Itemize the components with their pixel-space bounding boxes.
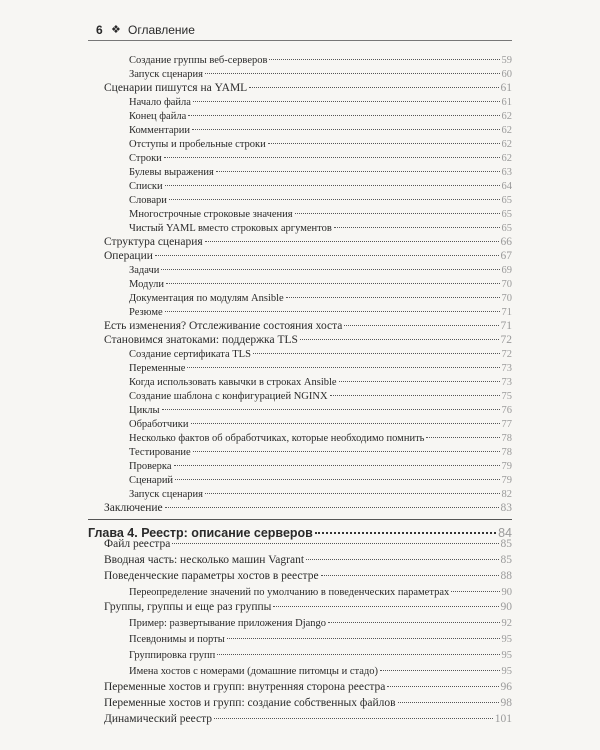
toc-entry[interactable]: Есть изменения? Отслеживание состояния хоста 71 bbox=[104, 320, 512, 332]
toc-entry[interactable]: Списки 64 bbox=[129, 181, 512, 192]
toc-entry[interactable]: Переменные хостов и групп: внутренняя сторона реестра 96 bbox=[104, 681, 512, 693]
toc-entry[interactable]: Группировка групп 95 bbox=[129, 650, 512, 661]
toc-entry[interactable]: Резюме 71 bbox=[129, 307, 512, 318]
ornament-icon: ❖ bbox=[111, 24, 121, 36]
toc-entry[interactable]: Чистый YAML вместо строковых аргументов 65 bbox=[129, 223, 512, 234]
toc-entry[interactable]: Запуск сценария 60 bbox=[129, 69, 512, 80]
toc-entry[interactable]: Становимся знатоками: поддержка TLS 72 bbox=[104, 334, 512, 346]
toc-entry[interactable]: Отступы и пробельные строки 62 bbox=[129, 139, 512, 150]
toc-entry[interactable]: Словари 65 bbox=[129, 195, 512, 206]
toc-entry[interactable]: Сценарий 79 bbox=[129, 475, 512, 486]
toc-entry[interactable]: Когда использовать кавычки в строках Ansible 73 bbox=[129, 377, 512, 388]
toc-entry[interactable]: Операции 67 bbox=[104, 250, 512, 262]
toc-entry[interactable]: Переопределение значений по умолчанию в поведенческих параметрах 90 bbox=[129, 587, 512, 598]
toc-entry[interactable]: Создание шаблона с конфигурацией NGINX 75 bbox=[129, 391, 512, 402]
toc-entry[interactable]: Переменные 73 bbox=[129, 363, 512, 374]
toc-entry[interactable]: Псевдонимы и порты 95 bbox=[129, 634, 512, 645]
toc-entry[interactable]: Вводная часть: несколько машин Vagrant 85 bbox=[104, 554, 512, 566]
toc-entry[interactable]: Булевы выражения 63 bbox=[129, 167, 512, 178]
toc-entry[interactable]: Конец файла 62 bbox=[129, 111, 512, 122]
toc-entry[interactable]: Запуск сценария 82 bbox=[129, 489, 512, 500]
toc-entry[interactable]: Модули 70 bbox=[129, 279, 512, 290]
toc-entry[interactable]: Начало файла 61 bbox=[129, 97, 512, 108]
toc-entry[interactable]: Заключение 83 bbox=[104, 502, 512, 514]
toc-entry[interactable]: Динамический реестр 101 bbox=[104, 713, 512, 725]
toc-entry[interactable]: Сценарии пишутся на YAML 61 bbox=[104, 82, 512, 94]
toc-entry[interactable]: Структура сценария 66 bbox=[104, 236, 512, 248]
toc-entry[interactable]: Пример: развертывание приложения Django 92 bbox=[129, 618, 512, 629]
toc-entry[interactable]: Циклы 76 bbox=[129, 405, 512, 416]
toc-entry[interactable]: Несколько фактов об обработчиках, которые необходимо помнить 78 bbox=[129, 433, 512, 444]
toc-entry[interactable]: Комментарии 62 bbox=[129, 125, 512, 136]
toc-entry[interactable]: Строки 62 bbox=[129, 153, 512, 164]
toc-entry[interactable]: Тестирование 78 bbox=[129, 447, 512, 458]
running-title: Оглавление bbox=[128, 23, 195, 37]
toc-entry[interactable]: Имена хостов с номерами (домашние питомцы и стадо) 95 bbox=[129, 666, 512, 677]
toc-entry[interactable]: Переменные хостов и групп: создание собственных файлов 98 bbox=[104, 697, 512, 709]
toc-entry[interactable]: Документация по модулям Ansible 70 bbox=[129, 293, 512, 304]
page-header bbox=[88, 22, 512, 41]
chapter-heading[interactable]: Глава 4. Реестр: описание серверов 84 bbox=[88, 519, 512, 546]
toc-entry[interactable]: Поведенческие параметры хостов в реестре 88 bbox=[104, 570, 512, 582]
toc-entry[interactable]: Проверка 79 bbox=[129, 461, 512, 472]
toc-entry[interactable]: Многострочные строковые значения 65 bbox=[129, 209, 512, 220]
toc-entry[interactable]: Создание группы веб-серверов 59 bbox=[129, 55, 512, 66]
page-number: 6 bbox=[96, 23, 103, 37]
toc-entry[interactable]: Задачи 69 bbox=[129, 265, 512, 276]
toc-entry[interactable]: Создание сертификата TLS 72 bbox=[129, 349, 512, 360]
toc-entry[interactable]: Группы, группы и еще раз группы 90 bbox=[104, 601, 512, 613]
toc-entry[interactable]: Файл реестра 85 bbox=[104, 538, 512, 550]
toc-entry[interactable]: Обработчики 77 bbox=[129, 419, 512, 430]
